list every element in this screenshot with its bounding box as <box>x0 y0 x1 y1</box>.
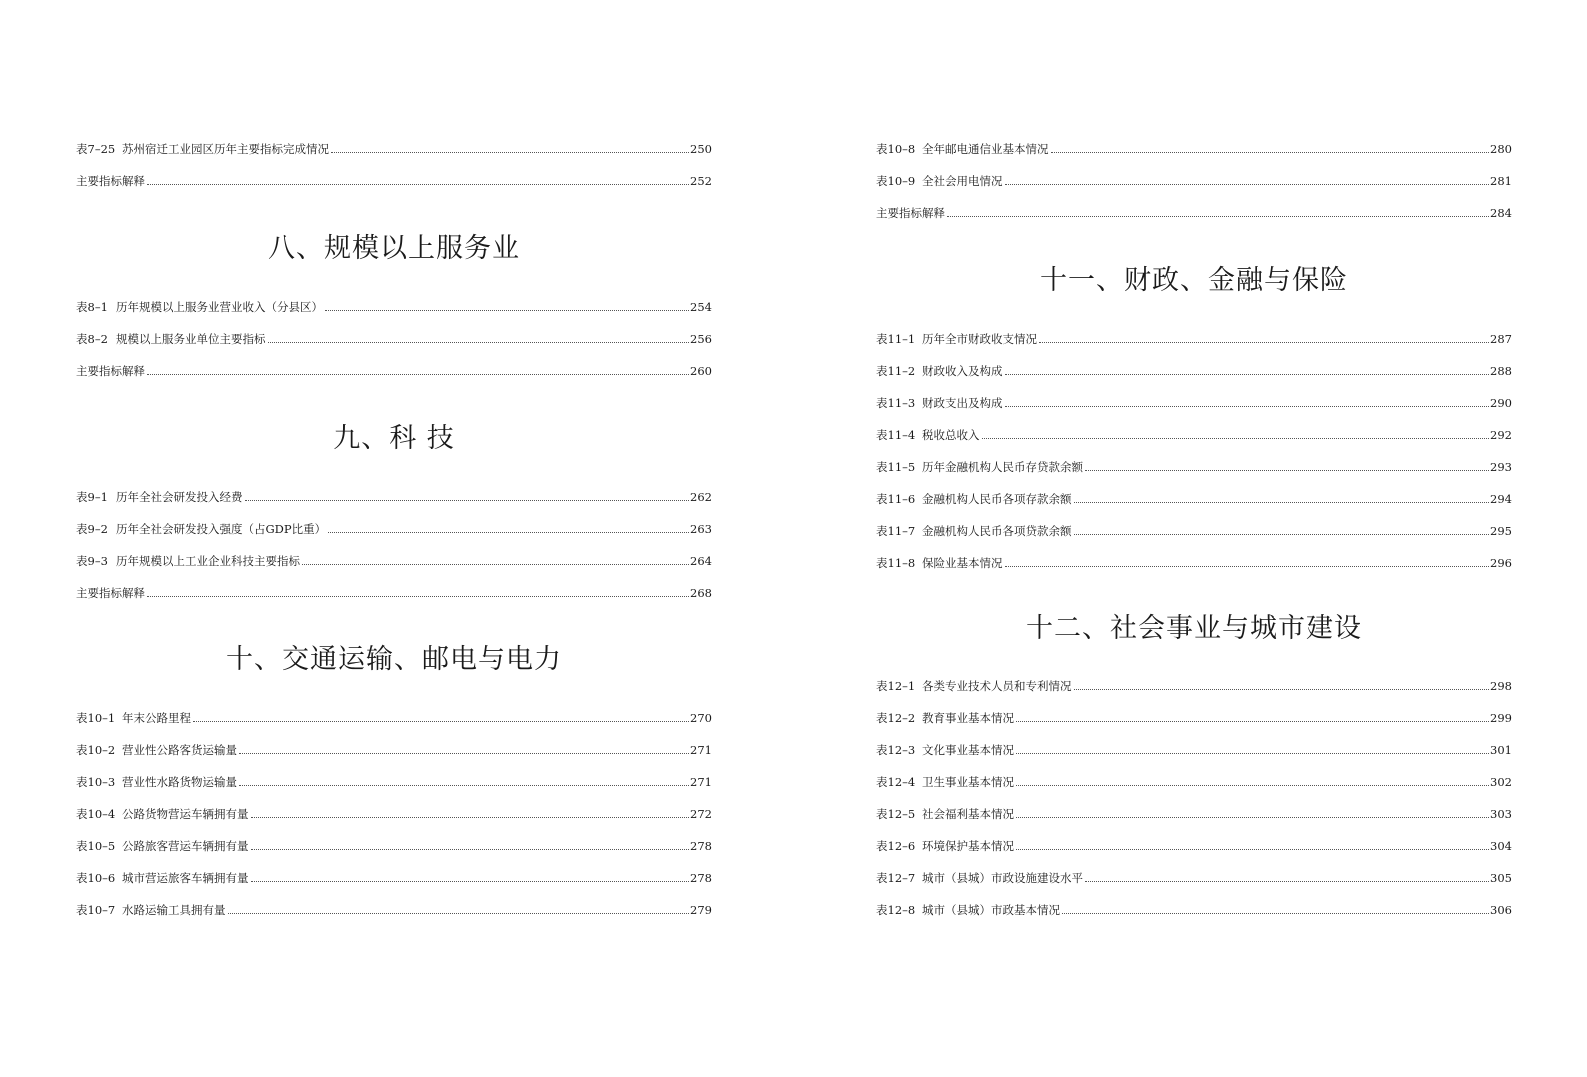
page-number: 299 <box>1490 711 1512 725</box>
page-number: 306 <box>1490 903 1512 917</box>
toc-top-block <box>76 124 712 188</box>
entry-title: 历年规模以上工业企业科技主要指标 <box>116 554 300 568</box>
toc-entry[interactable] <box>876 661 1512 693</box>
page-number: 254 <box>690 300 712 314</box>
dot-leader <box>1005 184 1490 185</box>
toc-entry[interactable] <box>876 474 1512 506</box>
table-code: 表11–3 <box>876 396 916 410</box>
table-code: 表10–8 <box>876 142 916 156</box>
page-number: 256 <box>690 332 712 346</box>
page-number: 296 <box>1490 556 1512 570</box>
table-code: 表10–7 <box>76 903 116 917</box>
dot-leader <box>251 849 690 850</box>
table-code: 表11–6 <box>876 492 916 506</box>
table-code: 表12–2 <box>876 711 916 725</box>
page-number: 250 <box>690 142 712 156</box>
dot-leader <box>147 374 689 375</box>
table-code: 表10–4 <box>76 807 116 821</box>
dot-leader <box>331 152 689 153</box>
entry-title: 全年邮电通信业基本情况 <box>922 142 1049 156</box>
entry-title: 历年全社会研发投入经费 <box>116 490 243 504</box>
entry-title: 城市营运旅客车辆拥有量 <box>122 871 249 885</box>
page-number: 298 <box>1490 679 1512 693</box>
page-number: 272 <box>690 807 712 821</box>
toc-entry[interactable] <box>876 538 1512 570</box>
page-number: 284 <box>1490 206 1512 220</box>
table-code: 表10–3 <box>76 775 116 789</box>
toc-entry[interactable] <box>876 506 1512 538</box>
entry-title: 财政收入及构成 <box>922 364 1003 378</box>
dot-leader <box>1074 534 1490 535</box>
table-code: 表12–7 <box>876 871 916 885</box>
section-9-entries <box>76 472 712 600</box>
toc-entry[interactable] <box>76 757 712 789</box>
section-10-entries <box>76 693 712 917</box>
dot-leader <box>982 438 1490 439</box>
table-code: 表11–1 <box>876 332 916 346</box>
entry-title: 城市（县城）市政基本情况 <box>922 903 1060 917</box>
toc-entry[interactable] <box>876 693 1512 725</box>
section-heading: 十、交通运输、邮电与电力 <box>226 644 562 675</box>
entry-title: 主要指标解释 <box>76 174 145 188</box>
toc-entry[interactable] <box>76 821 712 853</box>
section-9 <box>76 409 712 469</box>
toc-entry[interactable] <box>876 757 1512 789</box>
page-number: 288 <box>1490 364 1512 378</box>
dot-leader <box>325 310 689 311</box>
page-number: 260 <box>690 364 712 378</box>
page-number: 293 <box>1490 460 1512 474</box>
page-number: 263 <box>690 522 712 536</box>
toc-top-block <box>876 124 1512 220</box>
dot-leader <box>239 785 689 786</box>
toc-entry[interactable] <box>876 885 1512 917</box>
dot-leader <box>947 216 1489 217</box>
toc-entry[interactable] <box>876 188 1512 220</box>
table-code: 表10–1 <box>76 711 116 725</box>
table-code: 表12–1 <box>876 679 916 693</box>
page-number: 271 <box>690 775 712 789</box>
page-number: 290 <box>1490 396 1512 410</box>
table-code: 表10–6 <box>76 871 116 885</box>
dot-leader <box>228 913 690 914</box>
entry-title: 教育事业基本情况 <box>922 711 1014 725</box>
toc-entry[interactable] <box>76 156 712 188</box>
entry-title: 公路旅客营运车辆拥有量 <box>122 839 249 853</box>
table-code: 表12–5 <box>876 807 916 821</box>
table-code: 表8–2 <box>76 332 108 346</box>
dot-leader <box>1016 849 1489 850</box>
section-12-entries <box>876 661 1512 917</box>
dot-leader <box>193 721 689 722</box>
right-page <box>876 0 1512 1077</box>
dot-leader <box>245 500 690 501</box>
toc-entry[interactable] <box>76 282 712 314</box>
dot-leader <box>239 753 689 754</box>
dot-leader <box>1074 502 1490 503</box>
table-code: 表12–6 <box>876 839 916 853</box>
entry-title: 营业性水路货物运输量 <box>122 775 237 789</box>
toc-entry[interactable] <box>76 314 712 346</box>
toc-entry[interactable] <box>76 568 712 600</box>
table-code: 表12–3 <box>876 743 916 757</box>
page-number: 279 <box>690 903 712 917</box>
page-number: 305 <box>1490 871 1512 885</box>
table-code: 表12–4 <box>876 775 916 789</box>
table-code: 表9–1 <box>76 490 108 504</box>
dot-leader <box>302 564 689 565</box>
toc-entry[interactable] <box>76 853 712 885</box>
toc-entry[interactable] <box>876 156 1512 188</box>
page-number: 278 <box>690 839 712 853</box>
table-code: 表11–7 <box>876 524 916 538</box>
table-code: 表10–5 <box>76 839 116 853</box>
page-number: 270 <box>690 711 712 725</box>
section-heading: 九、科 技 <box>333 423 455 454</box>
toc-entry[interactable] <box>76 472 712 504</box>
dot-leader <box>1039 342 1489 343</box>
entry-title: 历年金融机构人民币存贷款余额 <box>922 460 1083 474</box>
table-code: 表11–2 <box>876 364 916 378</box>
section-heading: 十一、财政、金融与保险 <box>1040 265 1348 296</box>
page-number: 295 <box>1490 524 1512 538</box>
entry-title: 规模以上服务业单位主要指标 <box>116 332 266 346</box>
toc-entry[interactable] <box>876 725 1512 757</box>
toc-entry[interactable] <box>76 124 712 156</box>
dot-leader <box>328 532 689 533</box>
dot-leader <box>1016 817 1489 818</box>
entry-title: 环境保护基本情况 <box>922 839 1014 853</box>
dot-leader <box>1016 753 1489 754</box>
entry-title: 税收总收入 <box>922 428 980 442</box>
toc-entry[interactable] <box>876 789 1512 821</box>
entry-title: 文化事业基本情况 <box>922 743 1014 757</box>
toc-entry[interactable] <box>76 693 712 725</box>
page-number: 302 <box>1490 775 1512 789</box>
entry-title: 城市（县城）市政设施建设水平 <box>922 871 1083 885</box>
toc-entry[interactable] <box>76 885 712 917</box>
page-number: 264 <box>690 554 712 568</box>
entry-title: 各类专业技术人员和专利情况 <box>922 679 1072 693</box>
entry-title: 年末公路里程 <box>122 711 191 725</box>
entry-title: 保险业基本情况 <box>922 556 1003 570</box>
dot-leader <box>251 881 690 882</box>
page-number: 281 <box>1490 174 1512 188</box>
page-number: 292 <box>1490 428 1512 442</box>
section-8 <box>76 219 712 279</box>
section-11-entries <box>876 314 1512 570</box>
page-number: 262 <box>690 490 712 504</box>
entry-title: 社会福利基本情况 <box>922 807 1014 821</box>
entry-title: 水路运输工具拥有量 <box>122 903 226 917</box>
page-number: 280 <box>1490 142 1512 156</box>
dot-leader <box>1005 566 1490 567</box>
table-code: 表10–2 <box>76 743 116 757</box>
toc-entry[interactable] <box>876 346 1512 378</box>
toc-entry[interactable] <box>876 124 1512 156</box>
table-code: 表12–8 <box>876 903 916 917</box>
table-code: 表8–1 <box>76 300 108 314</box>
table-code: 表9–3 <box>76 554 108 568</box>
dot-leader <box>251 817 690 818</box>
entry-title: 全社会用电情况 <box>922 174 1003 188</box>
dot-leader <box>268 342 690 343</box>
page-number: 268 <box>690 586 712 600</box>
entry-title: 财政支出及构成 <box>922 396 1003 410</box>
dot-leader <box>1016 721 1489 722</box>
toc-entry[interactable] <box>76 725 712 757</box>
toc-entry[interactable] <box>876 378 1512 410</box>
entry-title: 主要指标解释 <box>876 206 945 220</box>
page-number: 271 <box>690 743 712 757</box>
entry-title: 营业性公路客货运输量 <box>122 743 237 757</box>
toc-entry[interactable] <box>876 821 1512 853</box>
toc-entry[interactable] <box>876 314 1512 346</box>
toc-entry[interactable] <box>876 410 1512 442</box>
entry-title: 金融机构人民币各项存款余额 <box>922 492 1072 506</box>
dot-leader <box>1016 785 1489 786</box>
dot-leader <box>147 596 689 597</box>
toc-entry[interactable] <box>76 346 712 378</box>
toc-entry[interactable] <box>876 853 1512 885</box>
section-10 <box>76 630 712 690</box>
dot-leader <box>147 184 689 185</box>
left-page <box>76 0 712 1077</box>
section-12 <box>876 599 1512 659</box>
entry-title: 主要指标解释 <box>76 364 145 378</box>
page-number: 294 <box>1490 492 1512 506</box>
table-code: 表11–8 <box>876 556 916 570</box>
dot-leader <box>1005 374 1490 375</box>
section-11 <box>876 251 1512 311</box>
page-number: 301 <box>1490 743 1512 757</box>
section-heading: 八、规模以上服务业 <box>268 233 520 264</box>
page-number: 303 <box>1490 807 1512 821</box>
dot-leader <box>1005 406 1490 407</box>
toc-entry[interactable] <box>76 504 712 536</box>
toc-entry[interactable] <box>76 536 712 568</box>
entry-title: 卫生事业基本情况 <box>922 775 1014 789</box>
toc-entry[interactable] <box>76 789 712 821</box>
dot-leader <box>1085 881 1489 882</box>
table-code: 表9–2 <box>76 522 108 536</box>
toc-entry[interactable] <box>876 442 1512 474</box>
dot-leader <box>1074 689 1490 690</box>
entry-title: 金融机构人民币各项贷款余额 <box>922 524 1072 538</box>
entry-title: 历年全社会研发投入强度（占GDP比重） <box>116 522 327 536</box>
dot-leader <box>1062 913 1489 914</box>
table-code: 表10–9 <box>876 174 916 188</box>
section-heading: 十二、社会事业与城市建设 <box>1026 613 1362 644</box>
entry-title: 主要指标解释 <box>76 586 145 600</box>
entry-title: 历年规模以上服务业营业收入（分县区） <box>116 300 323 314</box>
entry-title: 历年全市财政收支情况 <box>922 332 1037 346</box>
page-number: 287 <box>1490 332 1512 346</box>
table-code: 表11–4 <box>876 428 916 442</box>
entry-title: 公路货物营运车辆拥有量 <box>122 807 249 821</box>
page-number: 252 <box>690 174 712 188</box>
entry-title: 苏州宿迁工业园区历年主要指标完成情况 <box>122 142 329 156</box>
dot-leader <box>1051 152 1490 153</box>
section-8-entries <box>76 282 712 378</box>
page-number: 304 <box>1490 839 1512 853</box>
page-number: 278 <box>690 871 712 885</box>
table-code: 表11–5 <box>876 460 916 474</box>
table-code: 表7–25 <box>76 142 116 156</box>
dot-leader <box>1085 470 1489 471</box>
